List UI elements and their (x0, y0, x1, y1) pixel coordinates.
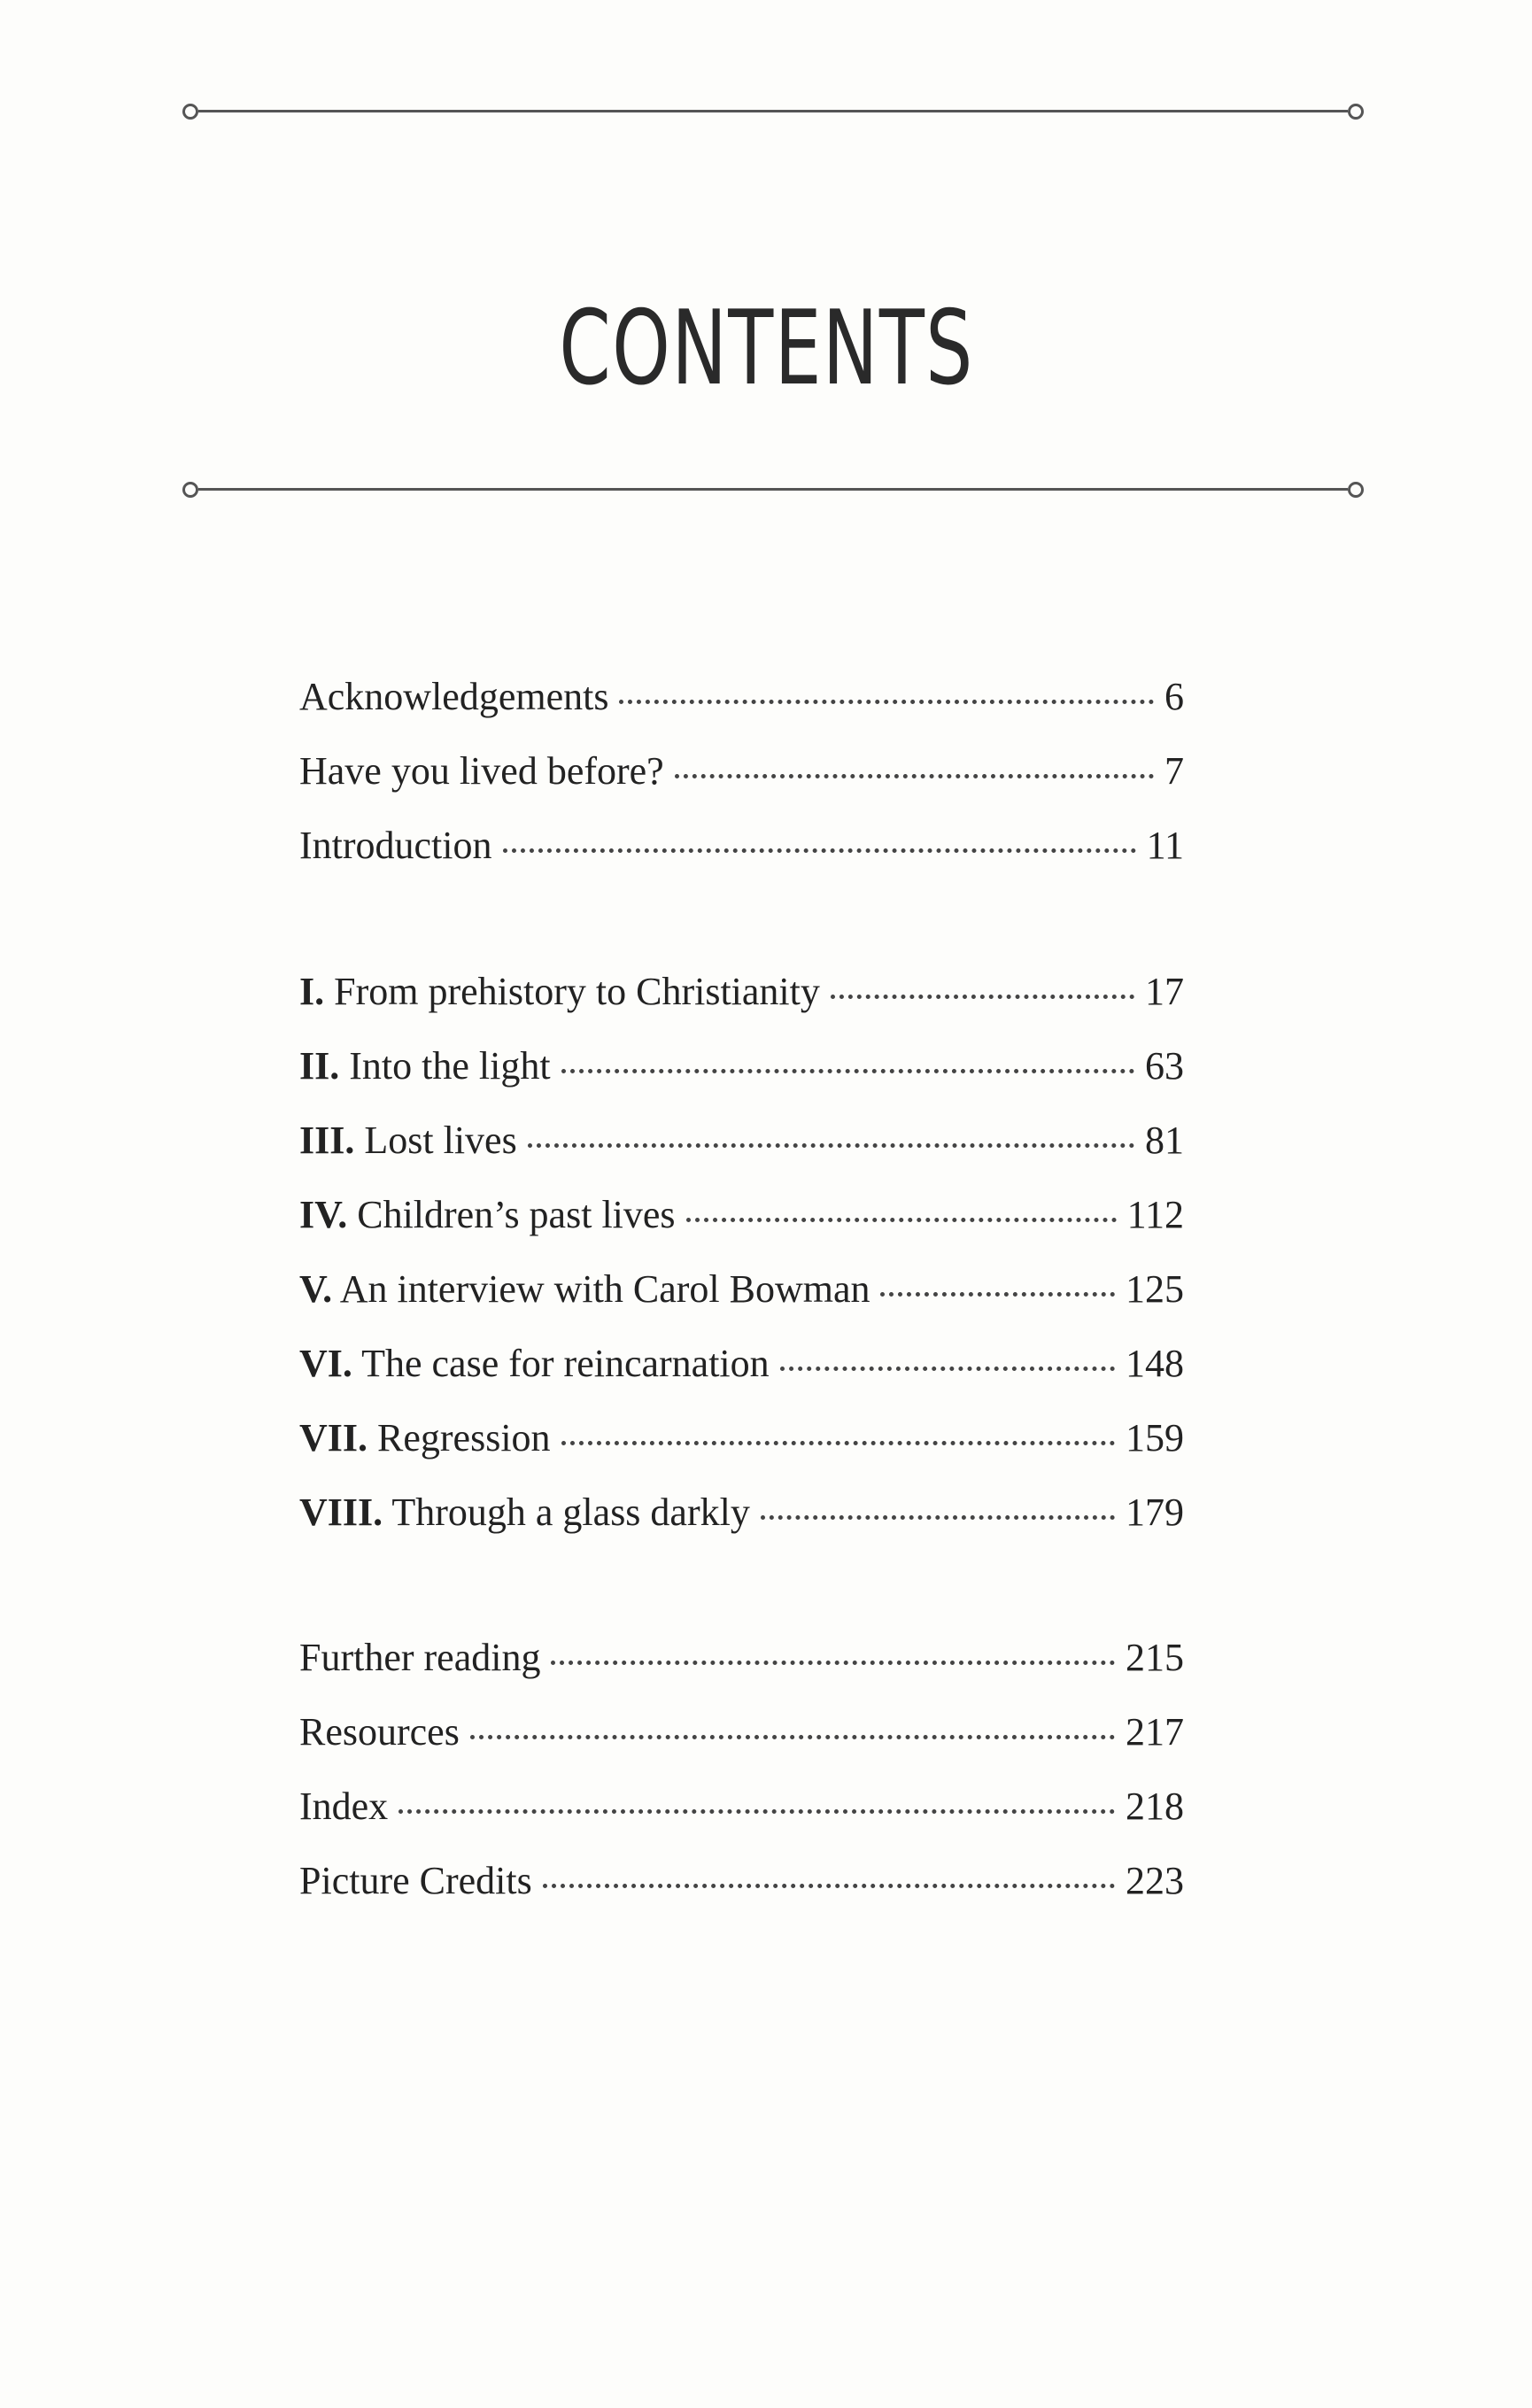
entry-label: Introduction (299, 824, 492, 867)
toc-entry[interactable] (299, 809, 1184, 883)
top-rule (198, 110, 1348, 112)
toc-entry[interactable] (299, 1844, 1184, 1918)
toc-chapter-entry[interactable] (299, 1327, 1184, 1401)
chapter-title: Regression (377, 1416, 551, 1460)
entry-label: Index (299, 1785, 389, 1828)
entry-page-number: 17 (1145, 970, 1184, 1013)
toc-entry[interactable] (299, 660, 1184, 734)
entry-label (299, 1178, 676, 1252)
dot-leader (398, 1809, 1115, 1814)
entry-label: Resources (299, 1710, 460, 1754)
chapter-title: An interview with Carol Bowman (339, 1267, 870, 1311)
toc-chapter-entry[interactable] (299, 1252, 1184, 1327)
entry-label (299, 955, 820, 1029)
entry-label (299, 1252, 870, 1327)
chapter-title: Lost lives (364, 1119, 517, 1162)
chapter-numeral: IV. (299, 1193, 348, 1236)
dot-leader (528, 1143, 1134, 1148)
toc-chapter-entry[interactable] (299, 955, 1184, 1029)
dot-leader (780, 1367, 1115, 1371)
dot-leader (761, 1515, 1115, 1520)
dot-leader (675, 774, 1154, 778)
toc-entry[interactable] (299, 734, 1184, 809)
toc-chapter-entry[interactable] (299, 1178, 1184, 1252)
toc-entry[interactable] (299, 1621, 1184, 1695)
chapter-numeral: VI. (299, 1342, 352, 1385)
bottom-rule (198, 488, 1348, 491)
toc-entry[interactable] (299, 1695, 1184, 1769)
toc-chapter-entry[interactable] (299, 1401, 1184, 1475)
dot-leader (831, 995, 1134, 999)
entry-page-number: 217 (1126, 1710, 1184, 1754)
dot-leader (503, 848, 1136, 853)
chapter-list (299, 955, 1184, 1550)
entry-page-number: 125 (1126, 1267, 1184, 1311)
toc-chapter-entry[interactable] (299, 1475, 1184, 1550)
dot-leader (551, 1661, 1115, 1665)
dot-leader (561, 1441, 1115, 1445)
entry-page-number: 112 (1126, 1193, 1184, 1236)
rule-end-circle (1348, 482, 1364, 498)
entry-page-number: 218 (1126, 1785, 1184, 1828)
chapter-numeral: I. (299, 970, 325, 1013)
chapter-title: From prehistory to Christianity (334, 970, 820, 1013)
dot-leader (561, 1069, 1134, 1073)
chapter-numeral: III. (299, 1119, 355, 1162)
entry-page-number: 11 (1146, 824, 1184, 867)
dot-leader (543, 1884, 1115, 1888)
dot-leader (470, 1735, 1115, 1739)
entry-label: Acknowledgements (299, 675, 609, 718)
page-title: CONTENTS (559, 288, 974, 408)
entry-label (299, 1401, 551, 1475)
entry-page-number: 215 (1126, 1636, 1184, 1679)
chapter-numeral: V. (299, 1267, 333, 1311)
chapter-title: Through a glass darkly (391, 1490, 750, 1534)
entry-label (299, 1475, 750, 1550)
rule-end-circle (1348, 104, 1364, 120)
entry-label: Further reading (299, 1636, 541, 1679)
entry-page-number: 223 (1126, 1859, 1184, 1902)
toc-chapter-entry[interactable] (299, 1103, 1184, 1178)
chapter-title: Into the light (349, 1044, 551, 1088)
entry-label (299, 1103, 517, 1178)
entry-page-number: 148 (1126, 1342, 1184, 1385)
back-matter-list (299, 1621, 1184, 1918)
chapter-numeral: VII. (299, 1416, 368, 1460)
dot-leader (880, 1292, 1115, 1297)
chapter-title: Children’s past lives (357, 1193, 676, 1236)
entry-page-number: 7 (1164, 749, 1184, 793)
dot-leader (619, 700, 1154, 704)
entry-page-number: 63 (1145, 1044, 1184, 1088)
chapter-numeral: II. (299, 1044, 340, 1088)
rule-end-circle (182, 482, 198, 498)
chapter-title: The case for reincarnation (361, 1342, 770, 1385)
front-matter-list (299, 660, 1184, 883)
entry-label (299, 1327, 770, 1401)
toc-chapter-entry[interactable] (299, 1029, 1184, 1103)
entry-page-number: 81 (1145, 1119, 1184, 1162)
entry-page-number: 6 (1164, 675, 1184, 718)
entry-label: Picture Credits (299, 1859, 532, 1902)
entry-label (299, 1029, 551, 1103)
dot-leader (686, 1218, 1117, 1222)
chapter-numeral: VIII. (299, 1490, 383, 1534)
entry-page-number: 159 (1126, 1416, 1184, 1460)
toc-entry[interactable] (299, 1769, 1184, 1844)
rule-end-circle (182, 104, 198, 120)
entry-page-number: 179 (1126, 1490, 1184, 1534)
entry-label: Have you lived before? (299, 749, 664, 793)
